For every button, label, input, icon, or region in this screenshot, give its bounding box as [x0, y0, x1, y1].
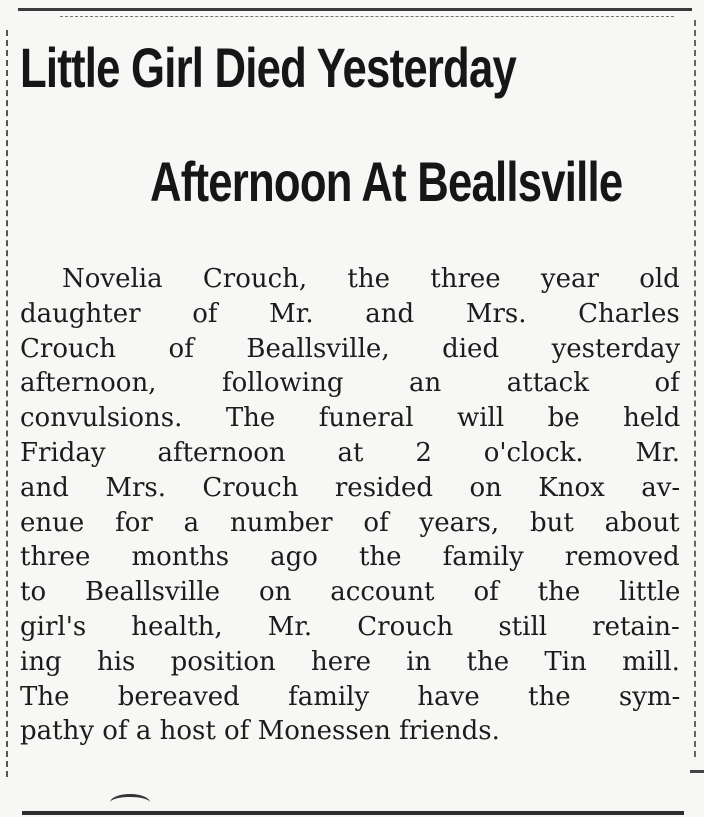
body-line: daughter of Mr. and Mrs. Charles	[20, 298, 680, 329]
body-line: ing his position here in the Tin mill.	[20, 646, 680, 677]
bottom-scrap-mark	[110, 794, 150, 811]
right-edge-mark	[690, 770, 704, 773]
body-line: convulsions. The funeral will be held	[20, 403, 680, 434]
body-line: girl's health, Mr. Crouch still retain-	[20, 611, 680, 642]
body-line: Novelia Crouch, the three year old	[62, 264, 680, 294]
body-line: to Beallsville on account of the little	[20, 577, 680, 608]
left-edge-rule	[6, 30, 8, 777]
body-line: The bereaved family have the sym-	[20, 681, 680, 712]
body-line: pathy of a host of Monessen friends.	[20, 716, 500, 747]
right-edge-rule	[694, 20, 696, 757]
headline-line-2: Afternoon At Beallsville	[150, 150, 623, 213]
body-line: afternoon, following an attack of	[20, 368, 680, 399]
bottom-rule	[22, 811, 684, 815]
body-line: three months ago the family removed	[20, 542, 680, 573]
top-dashed-rule	[60, 16, 674, 18]
body-line: enue for a number of years, but about	[20, 507, 680, 538]
top-rule	[18, 8, 692, 11]
body-line: Crouch of Beallsville, died yesterday	[20, 333, 680, 364]
body-line: and Mrs. Crouch resided on Knox av-	[20, 472, 680, 503]
headline-line-1: Little Girl Died Yesterday	[20, 36, 516, 99]
article-body	[20, 262, 680, 749]
body-line: Friday afternoon at 2 o'clock. Mr.	[20, 437, 680, 468]
